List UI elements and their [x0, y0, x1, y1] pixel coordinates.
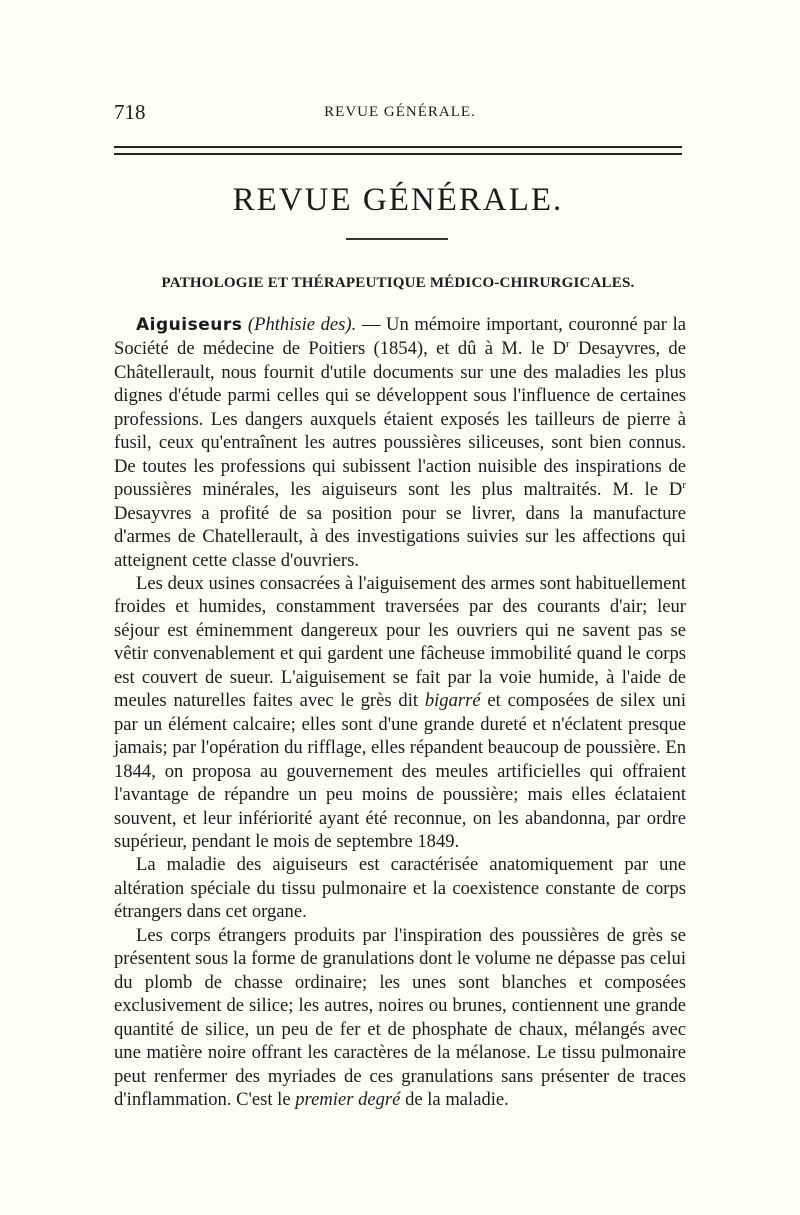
- p2-text-b: et composées de silex uni par un élément calcaire; elles sont d'une grande dureté et n'éclatent presque jamais; par l'opération du rifflage, elles répandent beaucoup de poussière. En 1844, on proposa au gouvernement des meules artificielles qui offraient l'avantage de répandre un peu moins de poussière; mais elles éclataient souvent, et leur infériorité ayant été reconnue, on les abandonna, par ordre supérieur, pendant le mois de septembre 1849.: [114, 690, 686, 852]
- p2-text-a: Les deux usines consacrées à l'aiguisement des armes sont habituellement froides et humides, constamment traversées par des courants d'air; leur séjour est éminemment dangereux pour les ouvriers qui ne savent pas se vêtir convenablement et qui gardent une fâcheuse immobilité quand le corps est couvert de sueur. L'aiguisement se fait par la voie humide, à l'aide de meules naturelles faites avec le grès dit: [114, 572, 686, 712]
- section-heading: PATHOLOGIE ET THÉRAPEUTIQUE MÉDICO-CHIRURGICALES.: [161, 275, 635, 291]
- double-rule-divider: [114, 146, 682, 155]
- short-rule-divider: [346, 238, 448, 240]
- superscript: r: [566, 338, 570, 351]
- lead-word: Aiguiseurs: [136, 315, 243, 335]
- article-body: [114, 313, 686, 1111]
- running-head: [114, 100, 686, 128]
- paragraph-4: [114, 924, 686, 1112]
- p4-text-b: de la maladie.: [400, 1088, 509, 1110]
- superscript: r: [682, 478, 686, 491]
- running-title: REVUE GÉNÉRALE.: [324, 104, 476, 120]
- paragraph-2: [114, 572, 686, 853]
- main-title: REVUE GÉNÉRALE.: [232, 182, 564, 218]
- p2-italic: bigarré: [424, 690, 481, 712]
- paragraph-1: [114, 313, 686, 572]
- lead-subtitle: (Phthisie des).: [247, 314, 357, 335]
- p1-text-a: — Un mémoire important, couronné par la Société de médecine de Poitiers (1854), et dû à M. le D: [114, 314, 686, 360]
- p4-text-a: Les corps étrangers produits par l'inspiration des poussières de grès se présentent sous la forme de granulations dont le volume ne dépasse pas celui du plomb de chasse ordinaire; les unes sont blanches et composées exclusivement de silice; les autres, noires ou brunes, contiennent une grande quantité de silice, un peu de fer et de phosphate de chaux, mélangés avec une matière noire offrant les caractères de la mélanose. Le tissu pulmonaire peut renfermer des myriades de ces granulations sans présenter de traces d'inflammation. C'est le: [114, 924, 686, 1110]
- p1-text-b: Desayvres, de Châtellerault, nous fournit d'utile documents sur une des maladies les plus dignes d'étude parmi celles qui se développent sous l'influence de certaines professions. Les dangers auxquels étaient exposés les tailleurs de pierre à fusil, ceux qu'entraînent les autres poussières siliceuses, sont bien connus. De toutes les professions qui subissent l'action nuisible des inspirations de poussières minérales, les aiguiseurs sont les plus maltraités. M. le D: [114, 338, 686, 501]
- p1-text-c: Desayvres a profité de sa position pour se livrer, dans la manufacture d'armes de Chatellerault, à des investigations suivies sur les affections qui atteignent cette classe d'ouvriers.: [114, 502, 686, 571]
- paragraph-3: La maladie des aiguiseurs est caractérisée anatomiquement par une altération spéciale du tissu pulmonaire et la coexistence constante de corps étrangers dans cet organe.: [114, 854, 686, 923]
- page-number: 718: [114, 100, 146, 124]
- p4-italic: premier degré: [295, 1088, 401, 1110]
